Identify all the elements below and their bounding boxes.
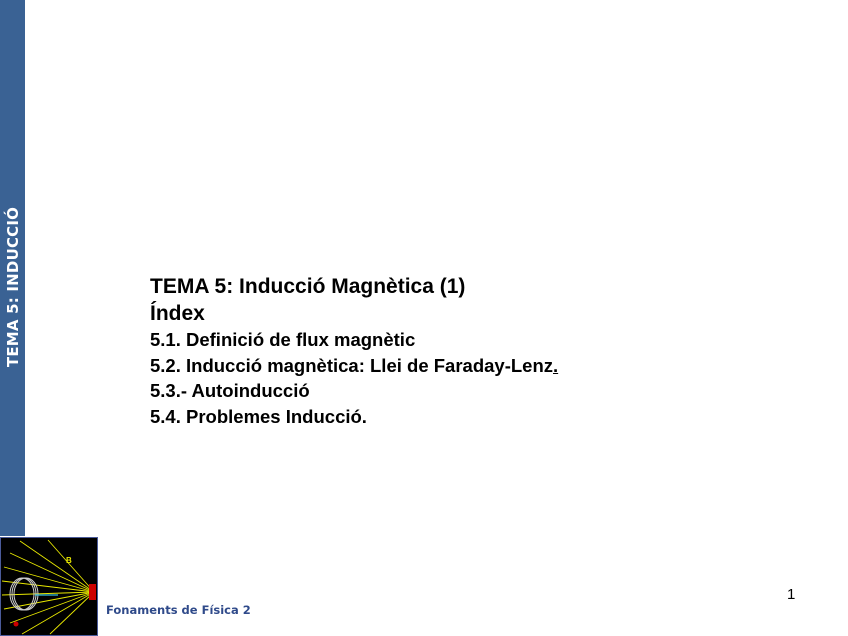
- index-list: [150, 327, 790, 429]
- index-item: [150, 353, 790, 379]
- field-label: B: [66, 556, 72, 565]
- index-item-text: 5.1. Definició de flux magnètic: [150, 329, 416, 350]
- slide-content: [150, 274, 790, 429]
- index-item-suffix: .: [553, 354, 559, 376]
- sidebar-title: [0, 0, 25, 536]
- magnetic-field-figure: [0, 537, 98, 636]
- index-item-text: 5.3.- Autoinducció: [150, 380, 310, 401]
- index-item: [150, 327, 790, 353]
- course-name: Fonaments de Física 2: [106, 603, 251, 617]
- sidebar-title-text: TEMA 5: INDUCCIÓ: [4, 206, 22, 368]
- index-heading: Índex: [150, 302, 205, 325]
- index-item-text: 5.2. Inducció magnètica: Llei de Faraday-Lenz: [150, 354, 553, 376]
- slide-title: TEMA 5: Inducció Magnètica (1): [150, 275, 466, 298]
- index-item-text: 5.4. Problemes Inducció.: [150, 405, 367, 427]
- index-item: [150, 378, 790, 404]
- page-number: 1: [787, 586, 796, 603]
- index-item: [150, 404, 790, 430]
